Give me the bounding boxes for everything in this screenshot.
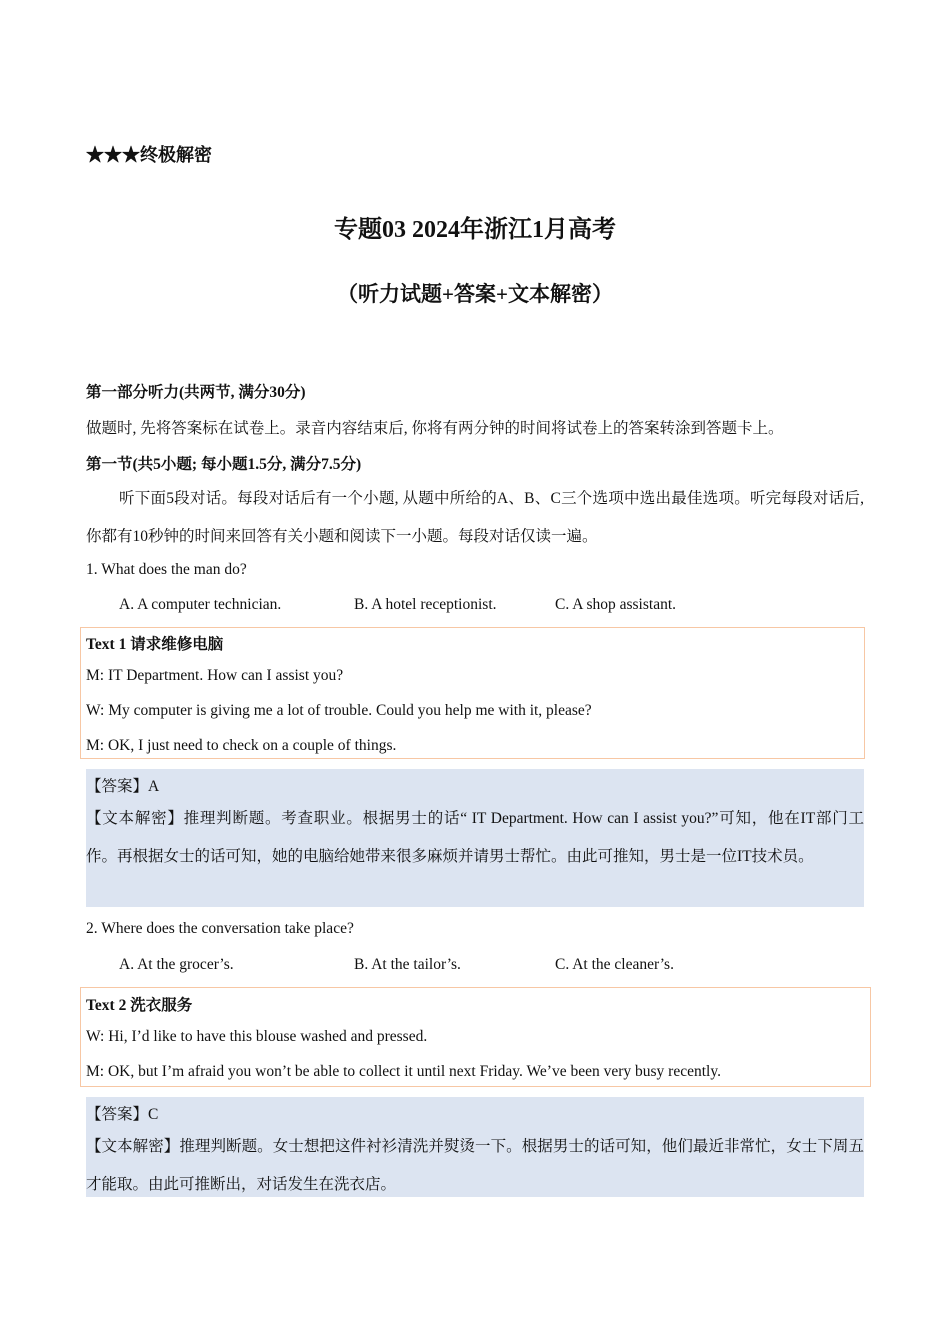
text-1-line-3: M: OK, I just need to check on a couple of things. — [86, 737, 397, 754]
q1-option-c: C. A shop assistant. — [555, 596, 677, 613]
question-2: 2. Where does the conversation take place? — [86, 920, 354, 937]
text-2-line-2: M: OK, but I’m afraid you won’t be able to collect it until next Friday. We’ve been very busy recently. — [86, 1063, 721, 1080]
question-1: 1. What does the man do? — [86, 561, 247, 578]
q1-option-a: A. A computer technician. — [119, 596, 282, 613]
section1-heading: 第一节(共5小题; 每小题1.5分, 满分7.5分) — [86, 456, 362, 473]
part1-heading: 第一部分听力(共两节, 满分30分) — [86, 384, 306, 401]
q2-option-a: A. At the grocer’s. — [119, 956, 234, 973]
text-1-line-1: M: IT Department. How can I assist you? — [86, 667, 344, 684]
text-2-line-1: W: Hi, I’d like to have this blouse washed and pressed. — [86, 1028, 428, 1045]
text-2-title: Text 2 洗衣服务 — [86, 997, 193, 1014]
text-1-line-2: W: My computer is giving me a lot of trouble. Could you help me with it, please? — [86, 702, 592, 719]
q2-option-b: B. At the tailor’s. — [354, 956, 461, 973]
part1-instructions: 做题时, 先将答案标在试卷上。录音内容结束后, 你将有两分钟的时间将试卷上的答案转涂到答题卡上。 — [86, 420, 784, 437]
text-1-title: Text 1 请求维修电脑 — [86, 636, 224, 653]
header-tag: ★★★终极解密 — [86, 145, 212, 165]
explanation-1: 【文本解密】推理判断题。考查职业。根据男士的话“ IT Department. How can I assist you?”可知，他在IT部门工作。再根据女士的话可知，她的电脑给她带来很多麻烦并请男士帮忙。由此可推知，男士是一位IT技术员。 — [86, 810, 864, 865]
page-subtitle: （听力试题+答案+文本解密） — [337, 282, 613, 306]
page-title: 专题03 2024年浙江1月高考 — [334, 217, 616, 243]
answer-1: 【答案】A — [86, 778, 160, 795]
q2-option-c: C. At the cleaner’s. — [555, 956, 674, 973]
explanation-2: 【文本解密】推理判断题。女士想把这件衬衫清洗并熨烫一下。根据男士的话可知，他们最近非常忙，女士下周五才能取。由此可推断出，对话发生在洗衣店。 — [86, 1138, 864, 1193]
q1-option-b: B. A hotel receptionist. — [354, 596, 497, 613]
answer-2: 【答案】C — [86, 1106, 159, 1123]
section1-instructions: 听下面5段对话。每段对话后有一个小题, 从题中所给的A、B、C三个选项中选出最佳选项。听完每段对话后, 你都有10秒钟的时间来回答有关小题和阅读下一小题。每段对话仅读一遍。 — [86, 490, 864, 545]
